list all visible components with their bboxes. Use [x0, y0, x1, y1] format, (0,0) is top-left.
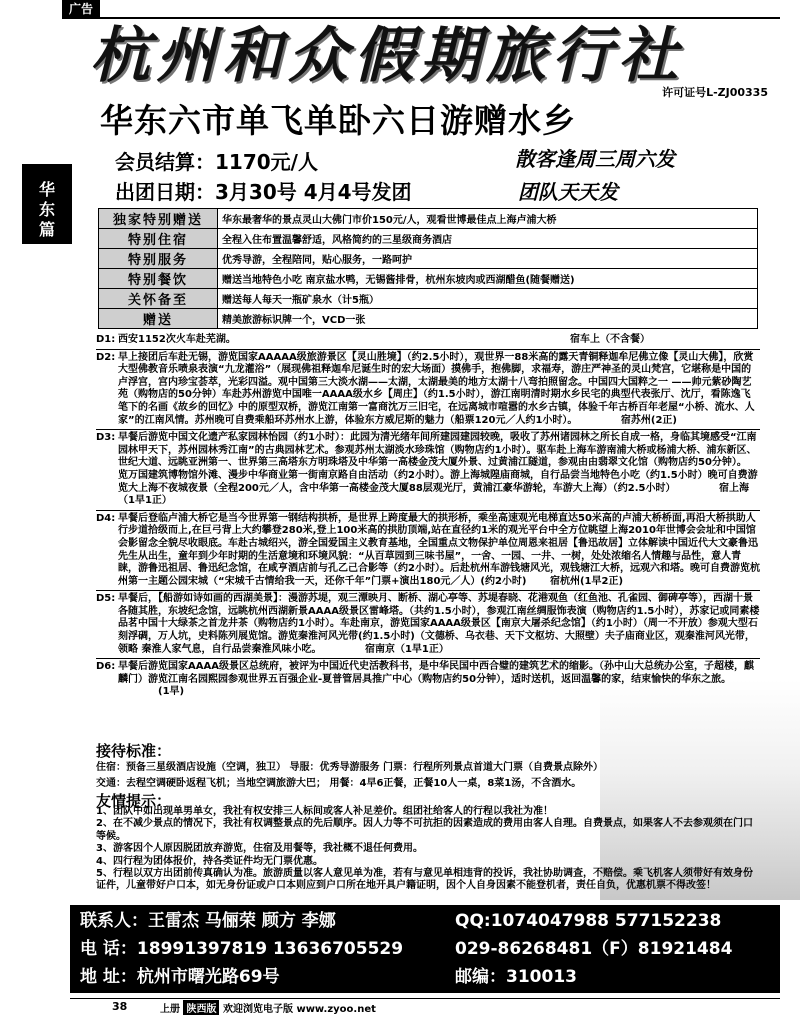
day-label: D2:: [96, 351, 116, 363]
tip-item: 2、在不减少景点的情况下，我社有权调整景点的先后顺序。因人力等不可抗拒的因素造成的费用由客人自理。自费景点，如果客人不去参观须在门口等候。: [96, 818, 753, 842]
itinerary-day-1: [96, 334, 760, 347]
day-hotel: 宿杭州(1早2正): [549, 575, 624, 587]
day-hotel: (1早): [158, 686, 185, 698]
divider: [96, 510, 760, 511]
feature-key: 特别服务: [99, 249, 218, 269]
day-text: 早上接团后车赴无锡，游览国家AAAAA级旅游景区【灵山胜境】（约2.5小时），观世界一88米高的露天青铜释迦牟尼佛立像【灵山大佛】，欣赏大型佛教音乐喷泉表演“九龙灌浴”（展现佛祖释迦牟尼诞生时的宏大场面）摸佛手，抱佛脚，求福寿，游庄严神圣的灵山梵宫，它堪称是中国的卢浮宫，宫内珍宝荟萃，光彩四溢。观中国第三大淡水湖——太湖，太湖最美的地方太湖十八弯拍照留念。中国四大国粹之一 ——帅元紫砂陶艺苑（购物店的50分钟）车赴苏州游览中国唯一AAAA级水乡【周庄】（约1.5小时），游江南明清时期水乡民宅的典型代表张厅、沈厅，看陈逸飞笔下的名画《故乡的回忆》中的原型双桥，游览江南第一富商沈万三旧宅，在远离城市喧嚣的水乡古镇，体验千年古桥百年老屋“小桥、流水、人家”的江南风情。苏州晚可自费乘船环苏州水上游，体验东方威尼斯的魅力（船票120元／人约1小时）。: [118, 351, 755, 426]
day-text: 早餐后登临卢浦大桥它是当今世界第一钢结构拱桥，是世界上跨度最大的拱形桥，乘坐高速观光电梯直达50米高的卢浦大桥桥面,再沿大桥拱助人行步道拾级而上,在巨弓背上大约攀登280米,登上100米高的拱肋顶端,站在直径约1米的观光平台中全方位眺望上海2010年世博会会址和中国馆会影留念全貌尽收眼底。车赴古城绍兴，游全国爱国主义教育基地，全国重点文物保护单位周恩来祖居【鲁迅故居】立体解读中国近代大文豪鲁迅先生从出生，童年到少年时期的生活意境和环境风貌：“从百草园到三味书屋”，一舍、一园、一井、一树，处处浓缩名人情趣与品性，意人青睐，游鲁迅祖居、鲁迅纪念馆，在咸亨酒店前与孔乙己合影等（约2小时）。后赴杭州车游钱塘风光，观钱塘江大桥，远观六和塔。晚可自费游览杭州第一主题公园宋城（“宋城千古情给我一天，还你千年”门票+演出180元／人）(约2小时): [118, 512, 760, 587]
phone-label: 电 话：: [80, 939, 137, 959]
footer-brand: 陕西版: [183, 1000, 219, 1015]
tips-title: 友情提示：: [96, 792, 172, 810]
day-hotel: 宿南京（1早1正）: [364, 643, 449, 655]
day-label: D4:: [96, 512, 116, 524]
reception-title: 接待标准：: [96, 742, 172, 760]
feature-row: [99, 269, 758, 289]
member-price: [115, 148, 318, 176]
price-value: 1170元/人: [215, 150, 318, 174]
headline: 华东六市单飞单卧六日游赠水乡: [100, 101, 576, 140]
feature-key: 关怀备至: [99, 289, 218, 309]
divider: [96, 658, 760, 659]
footer-link[interactable]: 欢迎浏览电子版 www.zyoo.net: [222, 1004, 376, 1015]
address-line: [80, 965, 280, 989]
landline-fax[interactable]: 029-86268481（F）81921484: [455, 939, 733, 959]
side-tab-label: 华东篇: [38, 180, 55, 239]
contacts-label: 联系人：: [80, 911, 148, 931]
feature-row: [99, 309, 758, 329]
feature-row: [99, 229, 758, 249]
phone-line: [80, 937, 403, 961]
feature-value: 华东最奢华的景点灵山大佛门市价150元/人，观看世博最佳点上海卢浦大桥: [218, 209, 758, 229]
day-hotel: 宿车上（不含餐）: [570, 334, 650, 345]
feature-value: 全程入住布置温馨舒适，风格简约的三星级商务酒店: [218, 229, 758, 249]
feature-value: 优秀导游，全程陪同，贴心服务，一路呵护: [218, 249, 758, 269]
day-text: 早餐后游览中国文化遗产私家园林怡园（约1小时）：此园为清光绪年间所建园建园较晚，吸收了苏州诸园林之所长自成一格，身临其境感受“江南园林甲天下，苏州园林秀江南”的古典园林艺术。参观苏州太湖淡水珍珠馆（购物店约1小时）。驱车赴上海车游南浦大桥或杨浦大桥、浦东新区、世纪大道、远眺亚洲第一、世界第三高塔东方明珠塔及中华第一高楼金茂大厦外景、过黄浦江隧道，参观由由翡翠文化馆（购物店约50分钟）。 览万国建筑博物馆外滩、漫步中华商业第一街南京路自由活动（约2小时）。游上海城隍庙商城，自行品尝当地特色小吃（约1.5小时）晚可自费游览大上海不夜城夜景（全程200元／人，含中华第一高楼金茂大厦88层观光厅，黄浦江豪华游轮，车游大上海）（约2.5小时）: [118, 432, 758, 494]
itinerary: [96, 334, 760, 700]
itinerary-day-6: [96, 661, 760, 699]
tip-item: 1、团队中如出现单男单女，我社有权安排三人标间或客人补足差价。组团社给客人的行程以我社为准！: [96, 806, 553, 817]
feature-key: 特别餐饮: [99, 269, 218, 289]
day-hotel: 宿苏州(2正): [620, 414, 677, 426]
reception-accommodation: 住宿：预备三星级酒店设施（空调，独卫） 导服：优秀导游服务 门票：行程所列景点首道大门票（自费景点除外）: [96, 762, 603, 773]
company-name: 杭州和众假期旅行社: [90, 21, 684, 91]
tip-item: 5、行程以双方出团前传真确认为准。旅游质量以客人意见单为准，若有与意见单相违背的投诉，我社协助调查，不赔偿。乘飞机客人须带好有效身份证件，儿童带好户口本，如无身份证或户口本则应到户口所在地开具户籍证明，因个人自身因素不能登机者，责任自负，优惠机票不得改签！: [96, 868, 753, 892]
feature-key: 赠送: [99, 309, 218, 329]
day-text: 早餐后游览国家AAAA级景区总统府，被评为中国近代史活教科书，是中华民国中西合璧的建筑艺术的缩影。（孙中山大总统办公室，子超楼，麒麟门）游览江南名园熙园参观世界五百强企业-夏普管居具推广中心（购物店约50分钟），适时送机，返回温馨的家，结束愉快的华东之旅。: [118, 661, 754, 685]
feature-value: 精美旅游标识牌一个，VCD一张: [218, 309, 758, 329]
itinerary-day-3: [96, 432, 760, 508]
divider: [96, 349, 760, 350]
qq-number[interactable]: QQ:1074047988 577152238: [455, 911, 722, 931]
divider: [96, 429, 760, 430]
departure-dates: [115, 178, 412, 206]
ad-tag: 广告: [62, 0, 100, 18]
tip-item: 4、四行程为团体报价，持各类证件均无门票优惠。: [96, 855, 323, 867]
features-table: [98, 208, 758, 329]
day-hotel: 宿上海（1早1正）: [118, 482, 749, 507]
license-number: 许可证号L-ZJ00335: [662, 86, 768, 99]
day-text: 西安1152次火车赴芜湖。: [118, 334, 236, 345]
itinerary-day-2: [96, 352, 760, 428]
day-label: D5:: [96, 593, 116, 605]
feature-row: [99, 209, 758, 229]
tips-list: [96, 806, 760, 893]
contacts-line: [80, 909, 336, 933]
day-label: D6:: [96, 661, 116, 673]
dates-label: 出团日期：: [115, 180, 215, 204]
day-label: D3:: [96, 432, 116, 444]
side-tab: [22, 164, 72, 244]
day-label: D1:: [96, 334, 116, 345]
reception-transport: 交通：去程空调硬卧返程飞机；当地空调旅游大巴； 用餐：4早6正餐，正餐10人一桌，8菜1汤，不含酒水。: [96, 778, 582, 789]
phone-numbers[interactable]: 18991397819 13636705529: [136, 939, 404, 959]
address-value: 杭州市曙光路69号: [136, 967, 280, 987]
feature-row: [99, 249, 758, 269]
top-rule: [62, 17, 780, 19]
contacts-names: 王雷杰 马俪荣 顾方 李娜: [148, 911, 336, 931]
postcode: 邮编：310013: [455, 967, 577, 987]
day-text: 早餐后，【船游如诗如画的西湖美景】：漫游苏堤，观三潭映月、断桥、湖心亭等、苏堤春晓、花港观鱼（红鱼池、孔雀园、御碑亭等），西湖十景各随其胜，东坡纪念馆，远眺杭州西湖新景AAAA级景区雷峰塔。（共约1.5小时），参观江南丝绸服饰表演（购物店约1.5小时），苏家记或同素楼品茗中国十大绿茶之首龙井茶（购物店约1小时）。车赴南京，游览国家AAAA级景区【南京大屠杀纪念馆】（约1小时）（周一不开放）参观大型石刻浮碉，万人坑，史料陈列展览馆。游览秦淮河风光带(约1.5小时)（文德桥、乌衣巷、天下文枢坊、大照壁）夫子庙商业区，观秦淮河风光带，领略 秦淮人家气息，自行品尝秦淮风味小吃。: [118, 593, 760, 655]
promo-group: 团队天天发: [518, 180, 618, 204]
page-number: 38: [112, 1000, 128, 1013]
feature-value: 赠送每人每天一瓶矿泉水（计5瓶）: [218, 289, 758, 309]
divider: [96, 590, 760, 591]
tip-item: 3、游客因个人原因脱团放弃游览，住宿及用餐等，我社概不退任何费用。: [96, 843, 423, 855]
itinerary-day-5: [96, 593, 760, 656]
price-label: 会员结算：: [115, 150, 215, 174]
footer: [160, 1000, 376, 1015]
dates-value: 3月30号 4月4号发团: [215, 180, 412, 204]
feature-row: [99, 289, 758, 309]
address-label: 地 址：: [80, 967, 137, 987]
feature-key: 独家特别赠送: [99, 209, 218, 229]
feature-key: 特别住宿: [99, 229, 218, 249]
itinerary-day-4: [96, 513, 760, 589]
promo-individual: 散客逢周三周六发: [515, 147, 675, 171]
feature-value: 赠送当地特色小吃 南京盐水鸭，无锡酱排骨，杭州东坡肉或西湖醋鱼(随餐赠送): [218, 269, 758, 289]
footer-rule: [70, 998, 780, 999]
footer-prefix: 上册: [160, 1004, 180, 1015]
contact-box: [70, 905, 780, 993]
